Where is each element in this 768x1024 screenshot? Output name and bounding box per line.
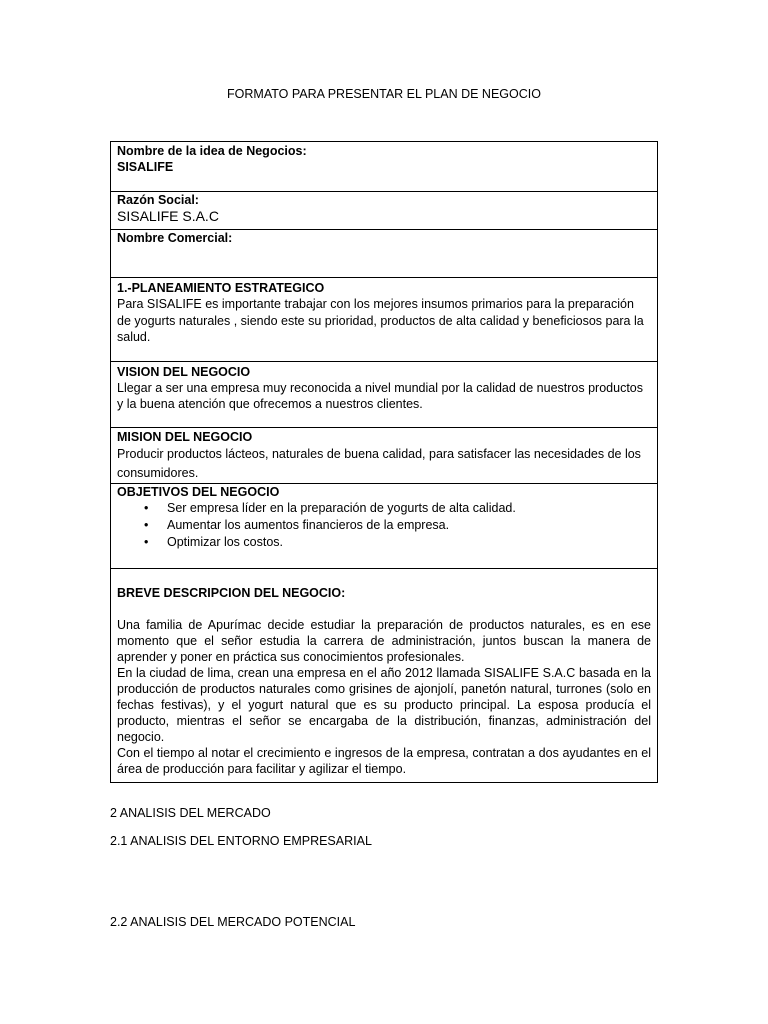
objetivos-list — [117, 500, 651, 551]
table-row — [111, 428, 658, 484]
razon-social-label: Razón Social: — [117, 193, 199, 207]
bullet-icon: • — [144, 501, 149, 515]
table-row — [111, 278, 658, 362]
bullet-icon: • — [144, 535, 149, 549]
planeamiento-text: Para SISALIFE es importante trabajar con los mejores insumos primarios para la preparación de yogurts naturales , siendo este su prioridad, productos de alta calidad y beneficiosos para la salud. — [117, 297, 644, 344]
list-item: • Ser empresa líder en la preparación de yogurts de alta calidad. — [144, 501, 516, 515]
idea-cell — [111, 142, 658, 192]
table-row — [111, 192, 658, 230]
descripcion-paragraph: Una familia de Apurímac decide estudiar la preparación de productos naturales, es en ese momento que el señor estudia la carrera de administración, juntos buscan la manera de aprender y poner en práctica sus conocimientos profesionales. — [117, 618, 651, 664]
nombre-comercial-cell — [111, 230, 658, 278]
vision-text: Llegar a ser una empresa muy reconocida a nivel mundial por la calidad de nuestros productos y la buena atención que ofrecemos a nuestros clientes. — [117, 381, 643, 411]
mision-label: MISION DEL NEGOCIO — [117, 430, 253, 444]
planeamiento-label: 1.-PLANEAMIENTO ESTRATEGICO — [117, 281, 325, 295]
document-title: FORMATO PARA PRESENTAR EL PLAN DE NEGOCIO — [227, 87, 541, 101]
list-item: • Optimizar los costos. — [144, 535, 284, 549]
razon-social-cell — [111, 192, 658, 230]
section-heading-entorno: 2.1 ANALISIS DEL ENTORNO EMPRESARIAL — [110, 834, 372, 848]
table-row — [111, 230, 658, 278]
table-row — [111, 569, 658, 783]
mision-text: Producir productos lácteos, naturales de buena calidad, para satisfacer las necesidades de los consumidores. — [117, 447, 641, 480]
idea-label: Nombre de la idea de Negocios: — [117, 144, 307, 158]
vision-label: VISION DEL NEGOCIO — [117, 365, 251, 379]
business-plan-table — [110, 141, 658, 783]
razon-social-value: SISALIFE S.A.C — [117, 208, 219, 224]
table-row — [111, 362, 658, 428]
descripcion-cell — [111, 569, 658, 783]
descripcion-paragraph: Con el tiempo al notar el crecimiento e ingresos de la empresa, contratan a dos ayudantes en el área de producción para facilitar y agilizar el tiempo. — [117, 746, 651, 776]
section-heading-mercado-potencial: 2.2 ANALISIS DEL MERCADO POTENCIAL — [110, 915, 356, 929]
descripcion-label: BREVE DESCRIPCION DEL NEGOCIO: — [117, 586, 346, 600]
descripcion-paragraph: En la ciudad de lima, crean una empresa en el año 2012 llamada SISALIFE S.A.C basada en la producción de productos naturales como grisines de ajonjolí, panetón natural, turrones (solo en fechas festivas), y el yogurt natural que es su producto principal. La esposa producía el producto, mientras el señor se encargaba de la distribución, finanzas, administración del negocio. — [117, 666, 651, 744]
objetivos-label: OBJETIVOS DEL NEGOCIO — [117, 485, 280, 499]
list-item: • Aumentar los aumentos financieros de la empresa. — [144, 518, 450, 532]
table-row — [111, 142, 658, 192]
mision-cell — [111, 428, 658, 484]
section-heading-mercado: 2 ANALISIS DEL MERCADO — [110, 806, 271, 820]
table-row — [111, 484, 658, 569]
nombre-comercial-label: Nombre Comercial: — [117, 231, 233, 245]
idea-value: SISALIFE — [117, 160, 174, 174]
vision-cell — [111, 362, 658, 428]
objetivos-cell — [111, 484, 658, 569]
bullet-icon: • — [144, 518, 149, 532]
planeamiento-cell — [111, 278, 658, 362]
